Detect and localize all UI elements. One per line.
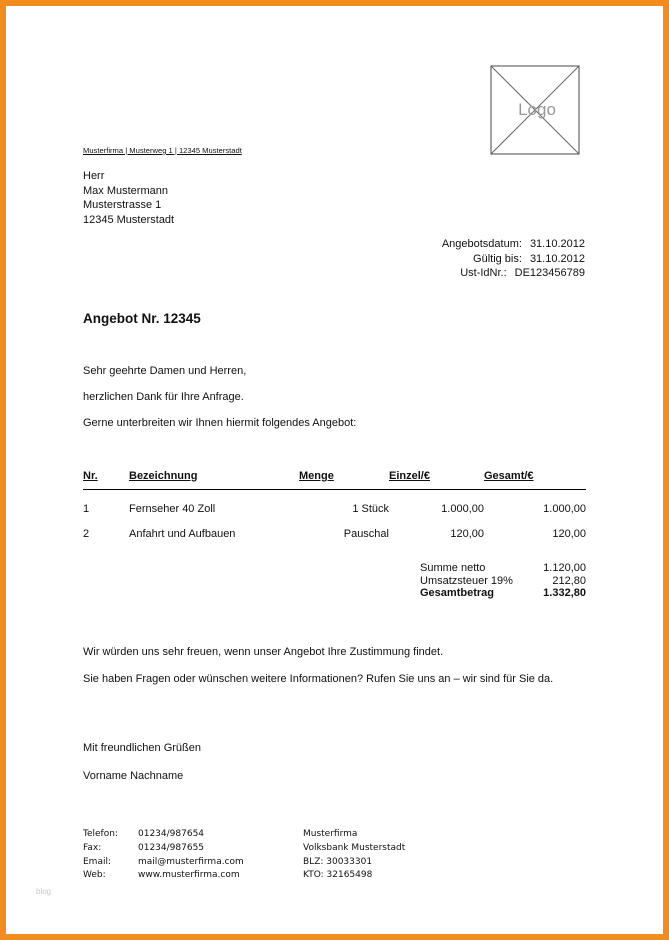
column-header: Bezeichnung (129, 469, 299, 490)
table-row (83, 490, 586, 522)
table-cell: 1 Stück (352, 502, 389, 515)
meta-label: Gültig bis: (473, 252, 522, 265)
table-cell: 120,00 (552, 527, 586, 540)
sum-value: 1.120,00 (543, 562, 586, 574)
footer-row (83, 842, 244, 856)
footer-row (83, 856, 244, 870)
vat-row (420, 575, 586, 588)
column-header: Menge (299, 469, 389, 490)
table-cell: Pauschal (343, 527, 389, 540)
footer-row (83, 869, 244, 883)
footer-label: Telefon: (83, 829, 118, 839)
footer-bank (303, 828, 405, 883)
table-cell: 1 (83, 502, 90, 515)
footer-line: Musterfirma (303, 829, 358, 839)
closing-text: Wir würden uns sehr freuen, wenn unser Angebot Ihre Zustimmung findet. (83, 646, 444, 658)
footer-value: mail@musterfirma.com (138, 856, 244, 867)
recipient-line: Max Mustermann (83, 184, 168, 197)
table-cell: Anfahrt und Aufbauen (129, 527, 236, 540)
intro-text: Gerne unterbreiten wir Ihnen hiermit folgendes Angebot: (83, 417, 357, 429)
table-cell: 120,00 (450, 527, 484, 540)
footer-label: Fax: (83, 842, 102, 853)
signature-name: Vorname Nachname (83, 770, 184, 782)
closing-text: Sie haben Fragen oder wünschen weitere Informationen? Rufen Sie uns an – wir sind für Sie da. (83, 673, 554, 685)
footer-line: Volksbank Musterstadt (303, 842, 406, 853)
table-cell: 1.000,00 (441, 502, 484, 515)
footer-value: 01234/987655 (138, 842, 205, 853)
footer-row (83, 828, 244, 842)
net-sum-row (420, 562, 586, 575)
items-table (83, 469, 586, 546)
table-cell: 2 (83, 527, 90, 540)
total-row (420, 587, 586, 600)
sender-address-line: Musterfirma | Musterweg 1 | 12345 Musterstadt (83, 146, 242, 155)
offer-meta (442, 237, 585, 281)
offer-date-row (442, 237, 585, 252)
sum-label: Summe netto (420, 562, 486, 574)
table-cell: 1.000,00 (543, 502, 586, 515)
footer-line: KTO: 32165498 (303, 870, 373, 881)
intro-text: herzlichen Dank für Ihre Anfrage. (83, 391, 244, 403)
recipient-line: Herr (83, 170, 105, 182)
footer-label: Web: (83, 870, 106, 881)
meta-value: DE123456789 (514, 267, 585, 279)
footer-value: 01234/987654 (138, 829, 205, 839)
column-header: Gesamt/€ (484, 469, 586, 490)
document-title: Angebot Nr. 12345 (83, 311, 201, 326)
footer-label: Email: (83, 856, 112, 867)
vat-id-row (442, 266, 585, 281)
logo-placeholder-icon (490, 65, 580, 155)
footer-line: BLZ: 30033301 (303, 856, 373, 867)
meta-label: Angebotsdatum: (441, 238, 522, 250)
totals-block (420, 562, 586, 600)
valid-until-row (442, 252, 585, 267)
regards: Mit freundlichen Grüßen (83, 742, 201, 754)
table-header-row (83, 469, 586, 490)
table-cell: Fernseher 40 Zoll (129, 502, 216, 515)
recipient-address (83, 169, 174, 227)
meta-label: Ust-IdNr.: (460, 267, 507, 279)
column-header: Einzel/€ (389, 469, 484, 490)
footer-contact (83, 828, 244, 883)
recipient-line: 12345 Musterstadt (83, 213, 175, 226)
watermark: blog (36, 887, 52, 896)
column-header: Nr. (83, 469, 129, 490)
meta-value: 31.10.2012 (529, 252, 585, 265)
sum-label: Umsatzsteuer 19% (420, 574, 513, 587)
footer-value: www.musterfirma.com (138, 870, 240, 881)
recipient-line: Musterstrasse 1 (83, 199, 162, 211)
table-row (83, 521, 586, 546)
sum-label: Gesamtbetrag (420, 587, 494, 599)
sum-value: 212,80 (552, 574, 586, 587)
meta-value: 31.10.2012 (529, 238, 585, 250)
salutation: Sehr geehrte Damen und Herren, (83, 365, 247, 377)
sum-value: 1.332,80 (543, 587, 586, 599)
offer-document (6, 6, 663, 934)
logo-label: Logo (518, 100, 556, 119)
